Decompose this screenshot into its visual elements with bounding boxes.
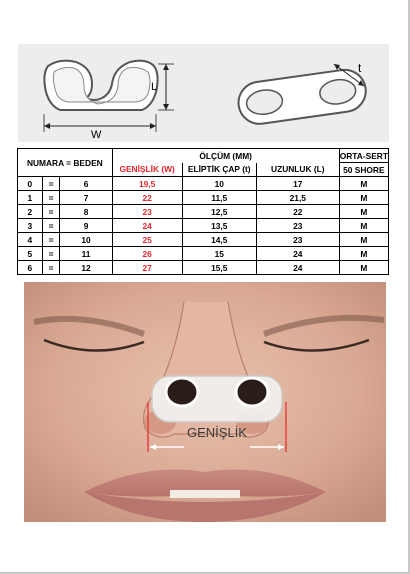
row-equals: = xyxy=(42,247,60,261)
row-width: 26 xyxy=(112,247,182,261)
row-width: 25 xyxy=(112,233,182,247)
size-table-body xyxy=(18,177,389,275)
table-row xyxy=(18,261,389,275)
sub-header-ellipse: ELİPTİK ÇAP (t) xyxy=(182,163,256,177)
row-equals: = xyxy=(42,205,60,219)
table-row xyxy=(18,247,389,261)
sub-header-shore: 50 SHORE xyxy=(339,163,388,177)
row-number: 5 xyxy=(18,247,43,261)
row-width: 23 xyxy=(112,205,182,219)
label-t: t xyxy=(358,61,362,75)
row-hardness: M xyxy=(339,261,388,275)
row-size: 7 xyxy=(60,191,112,205)
row-ellipse: 11,5 xyxy=(182,191,256,205)
label-w: W xyxy=(91,129,102,141)
row-equals: = xyxy=(42,233,60,247)
row-equals: = xyxy=(42,191,60,205)
label-l: L xyxy=(151,81,158,93)
row-ellipse: 12,5 xyxy=(182,205,256,219)
row-hardness: M xyxy=(339,191,388,205)
row-hardness: M xyxy=(339,177,388,191)
row-width: 22 xyxy=(112,191,182,205)
row-length: 21,5 xyxy=(256,191,339,205)
header-hardness: ORTA-SERT xyxy=(339,150,388,161)
row-number: 1 xyxy=(18,191,43,205)
row-number: 3 xyxy=(18,219,43,233)
header-size: NUMARA = BEDEN xyxy=(18,149,113,177)
row-equals: = xyxy=(42,177,60,191)
size-table xyxy=(17,148,389,275)
nose-photo xyxy=(24,282,386,522)
table-row xyxy=(18,219,389,233)
row-equals: = xyxy=(42,261,60,275)
table-row xyxy=(18,191,389,205)
photo-width-label: GENİŞLİK xyxy=(187,425,247,440)
row-length: 17 xyxy=(256,177,339,191)
sub-header-length: UZUNLUK (L) xyxy=(256,163,339,177)
row-size: 9 xyxy=(60,219,112,233)
front-view-diagram xyxy=(18,44,208,142)
row-length: 22 xyxy=(256,205,339,219)
row-width: 27 xyxy=(112,261,182,275)
row-hardness: M xyxy=(339,219,388,233)
row-size: 12 xyxy=(60,261,112,275)
row-length: 23 xyxy=(256,233,339,247)
row-length: 23 xyxy=(256,219,339,233)
sub-header-width: GENİŞLİK (W) xyxy=(112,163,182,177)
row-ellipse: 15,5 xyxy=(182,261,256,275)
row-ellipse: 13,5 xyxy=(182,219,256,233)
row-equals: = xyxy=(42,219,60,233)
row-number: 2 xyxy=(18,205,43,219)
row-size: 11 xyxy=(60,247,112,261)
top-view-diagram xyxy=(216,44,386,142)
header-measure: ÖLÇÜM (MM) xyxy=(112,149,339,163)
row-size: 8 xyxy=(60,205,112,219)
row-hardness: M xyxy=(339,205,388,219)
row-ellipse: 15 xyxy=(182,247,256,261)
row-length: 24 xyxy=(256,247,339,261)
row-ellipse: 10 xyxy=(182,177,256,191)
row-hardness: M xyxy=(339,247,388,261)
row-number: 0 xyxy=(18,177,43,191)
row-hardness: M xyxy=(339,233,388,247)
row-width: 19,5 xyxy=(112,177,182,191)
row-number: 6 xyxy=(18,261,43,275)
table-row xyxy=(18,177,389,191)
row-width: 24 xyxy=(112,219,182,233)
table-row xyxy=(18,233,389,247)
row-number: 4 xyxy=(18,233,43,247)
diagram-panel xyxy=(18,44,389,142)
table-row xyxy=(18,205,389,219)
row-length: 24 xyxy=(256,261,339,275)
row-ellipse: 14,5 xyxy=(182,233,256,247)
row-size: 10 xyxy=(60,233,112,247)
row-size: 6 xyxy=(60,177,112,191)
